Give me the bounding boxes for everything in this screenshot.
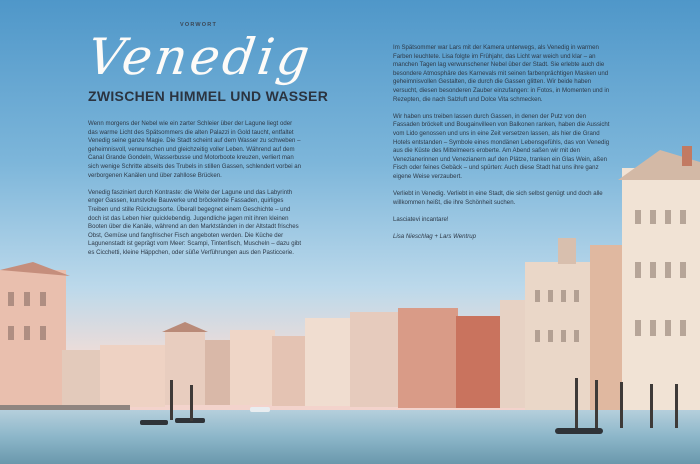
right-text-column: [393, 44, 611, 250]
author-signature: Lisa Nieschlag + Lars Wentrup: [393, 233, 477, 241]
closing-line: Lasciatevi incantare!: [393, 215, 449, 223]
section-kicker: VORWORT: [180, 22, 218, 28]
paragraph: Im Spätsommer war Lars mit der Kamera unterwegs, als Venedig in warmen Farben leuchtete. Lisa folgte im Frühjahr, das Licht war weich und klar – an manchen Tagen lag verwunschener Nebel über der Stadt. Sie erlebte auch die besondere Atmosphäre des Karnevals mit seinen farbenprächtigen Masken und geheimnisvollen Gestalten, die durch die Gassen glitten. Wir beide haben versucht, diesen besonderen Zauber einzufangen: in Fotos, in Momenten und in Rezepten, die nach Salzluft und Dolce Vita schmecken.: [393, 44, 610, 103]
page-subtitle: ZWISCHEN HIMMEL UND WASSER: [88, 88, 329, 104]
paragraph: Venedig fasziniert durch Kontraste: die Weite der Lagune und das Labyrinth enger Gassen, kunstvolle Bauwerke und bröckelnde Fassaden, quirliges Treiben und stille Rückzugsorte. Überall begegnet einem Geschichte – und doch ist das Leben hier quicklebendig. Jugendliche jagen mit ihren kleinen Booten über die Kanäle, während an den Marktständen in der Altstadt frisches Obst, Gemüse und fangfrischer Fisch angeboten werden. Die Küche der Lagunenstadt ist geprägt vom Meer: Scampi, Tintenfisch, Muscheln – dazu gibt es Cicchetti, kleine Häppchen, oder süße Verführungen aus den Pasticcerie.: [88, 188, 302, 256]
script-title: Venedig: [83, 28, 316, 86]
paragraph: Wenn morgens der Nebel wie ein zarter Schleier über der Lagune liegt oder das warme Licht des Spätsommers die alten Palazzi in Gold taucht, entfaltet Venedig seine ganze Magie. Die Stadt scheint auf dem Wasser zu schweben – geheimnisvoll, verwunschen und gleichzeitig voller Leben. Während auf dem Canal Grande Gondeln, Wasserbusse und Motorboote kreuzen, verliert man sich wenige Schritte abseits des Trubels in stillen Gassen, schlendert vorbei an verborgenen Kanälen und über zahllose Brücken.: [88, 120, 302, 179]
paragraph: Verliebt in Venedig. Verliebt in eine Stadt, die sich selbst genügt und doch alle willkommen heißt, die ihre Schönheit suchen.: [393, 190, 603, 206]
paragraph: Wir haben uns treiben lassen durch Gassen, in denen der Putz von den Fassaden bröckelt und Bougainvilleen von Balkonen ranken, haben die Aussicht vom Lido genossen und uns in eine Zeit versetzen lassen, als hier die Grand Hotels entstanden – Symbole eines mondänen Lebensgefühls, das von Venedig aus die Küste des Mittelmeers eroberte. Am Abend saßen wir mit den Venezianerinnen und Venezianern auf den Plätze, tranken ein Glas Wein, aßen Fisch oder feines Gebäck – und spürten: Auch diese Stadt hat uns ihre ganz eigene Weise verzaubert.: [393, 112, 610, 180]
left-text-column: [88, 120, 302, 266]
